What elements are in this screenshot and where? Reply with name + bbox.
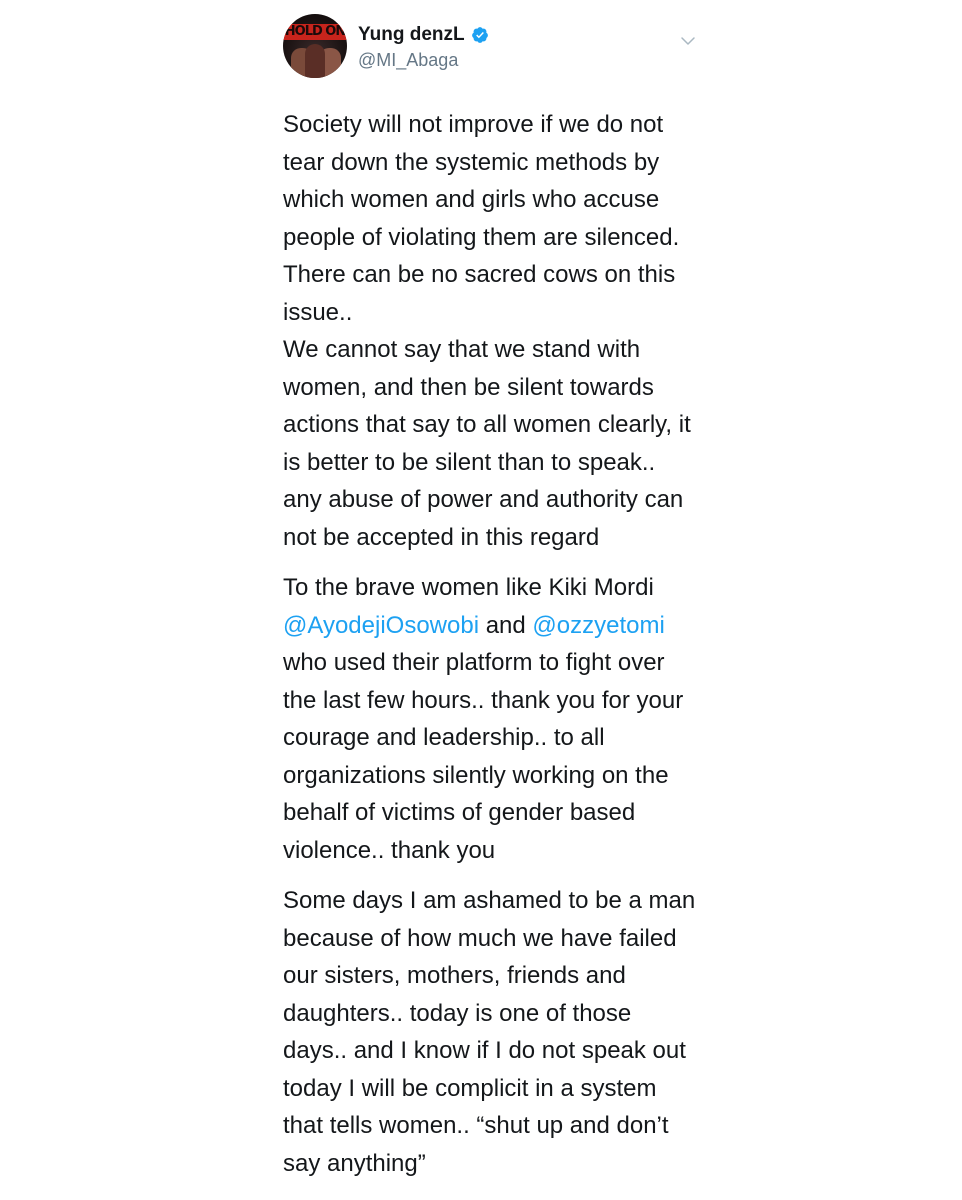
text-line: who used their platform to fight over <box>283 649 665 676</box>
avatar[interactable] <box>283 14 347 78</box>
text-line: days.. and I know if I do not speak out <box>283 1037 686 1064</box>
text-line: tear down the systemic methods by <box>283 148 660 176</box>
chevron-down-icon[interactable] <box>679 32 697 50</box>
mention-link-ozzyetomi[interactable]: @ozzyetomi <box>532 611 665 639</box>
text-line: today I will be complicit in a system <box>283 1074 657 1102</box>
display-name[interactable]: Yung denzL <box>358 24 465 45</box>
text-line: is better to be silent than to speak.. <box>283 448 656 476</box>
tweet-paragraph-1 <box>283 106 703 556</box>
text-fragment: and <box>479 611 533 639</box>
text-line: say anything” <box>283 1149 426 1177</box>
tweet-text <box>283 106 703 1182</box>
text-line: courage and leadership.. to all <box>283 724 605 751</box>
text-line: the last few hours.. thank you for your <box>283 686 684 714</box>
text-line: any abuse of power and authority can <box>283 486 684 513</box>
text-line: our sisters, mothers, friends and <box>283 962 626 989</box>
text-line: women, and then be silent towards <box>283 373 654 401</box>
avatar-figure <box>305 44 325 78</box>
name-row <box>358 24 489 46</box>
text-line: behalf of victims of gender based <box>283 799 636 826</box>
text-line: actions that say to all women clearly, it <box>283 411 691 438</box>
verified-badge-icon <box>471 26 489 44</box>
text-line: violence.. thank you <box>283 836 496 864</box>
text-line: that tells women.. “shut up and don’t <box>283 1112 669 1139</box>
text-line: because of how much we have failed <box>283 924 677 952</box>
text-line: issue.. <box>283 298 353 326</box>
mention-link-ayodejiosowobi[interactable]: @AyodejiOsowobi <box>283 611 480 639</box>
tweet-paragraph-3 <box>283 882 703 1182</box>
text-line: There can be no sacred cows on this <box>283 261 676 288</box>
text-line: daughters.. today is one of those <box>283 999 632 1027</box>
text-line: Society will not improve if we do not <box>283 111 664 138</box>
tweet-header <box>283 14 703 84</box>
text-line: people of violating them are silenced. <box>283 223 680 251</box>
text-line: not be accepted in this regard <box>283 523 600 551</box>
user-handle[interactable]: @MI_Abaga <box>358 50 459 70</box>
text-line: which women and girls who accuse <box>283 186 660 213</box>
tweet-paragraph-2 <box>283 569 703 869</box>
tweet-card <box>283 14 703 1177</box>
text-line: We cannot say that we stand with <box>283 336 641 363</box>
text-line: To the brave women like Kiki Mordi <box>283 574 654 601</box>
text-line <box>283 607 703 645</box>
text-line: organizations silently working on the <box>283 761 669 789</box>
avatar-text: HOLD ON <box>284 24 346 39</box>
text-line: Some days I am ashamed to be a man <box>283 887 696 914</box>
